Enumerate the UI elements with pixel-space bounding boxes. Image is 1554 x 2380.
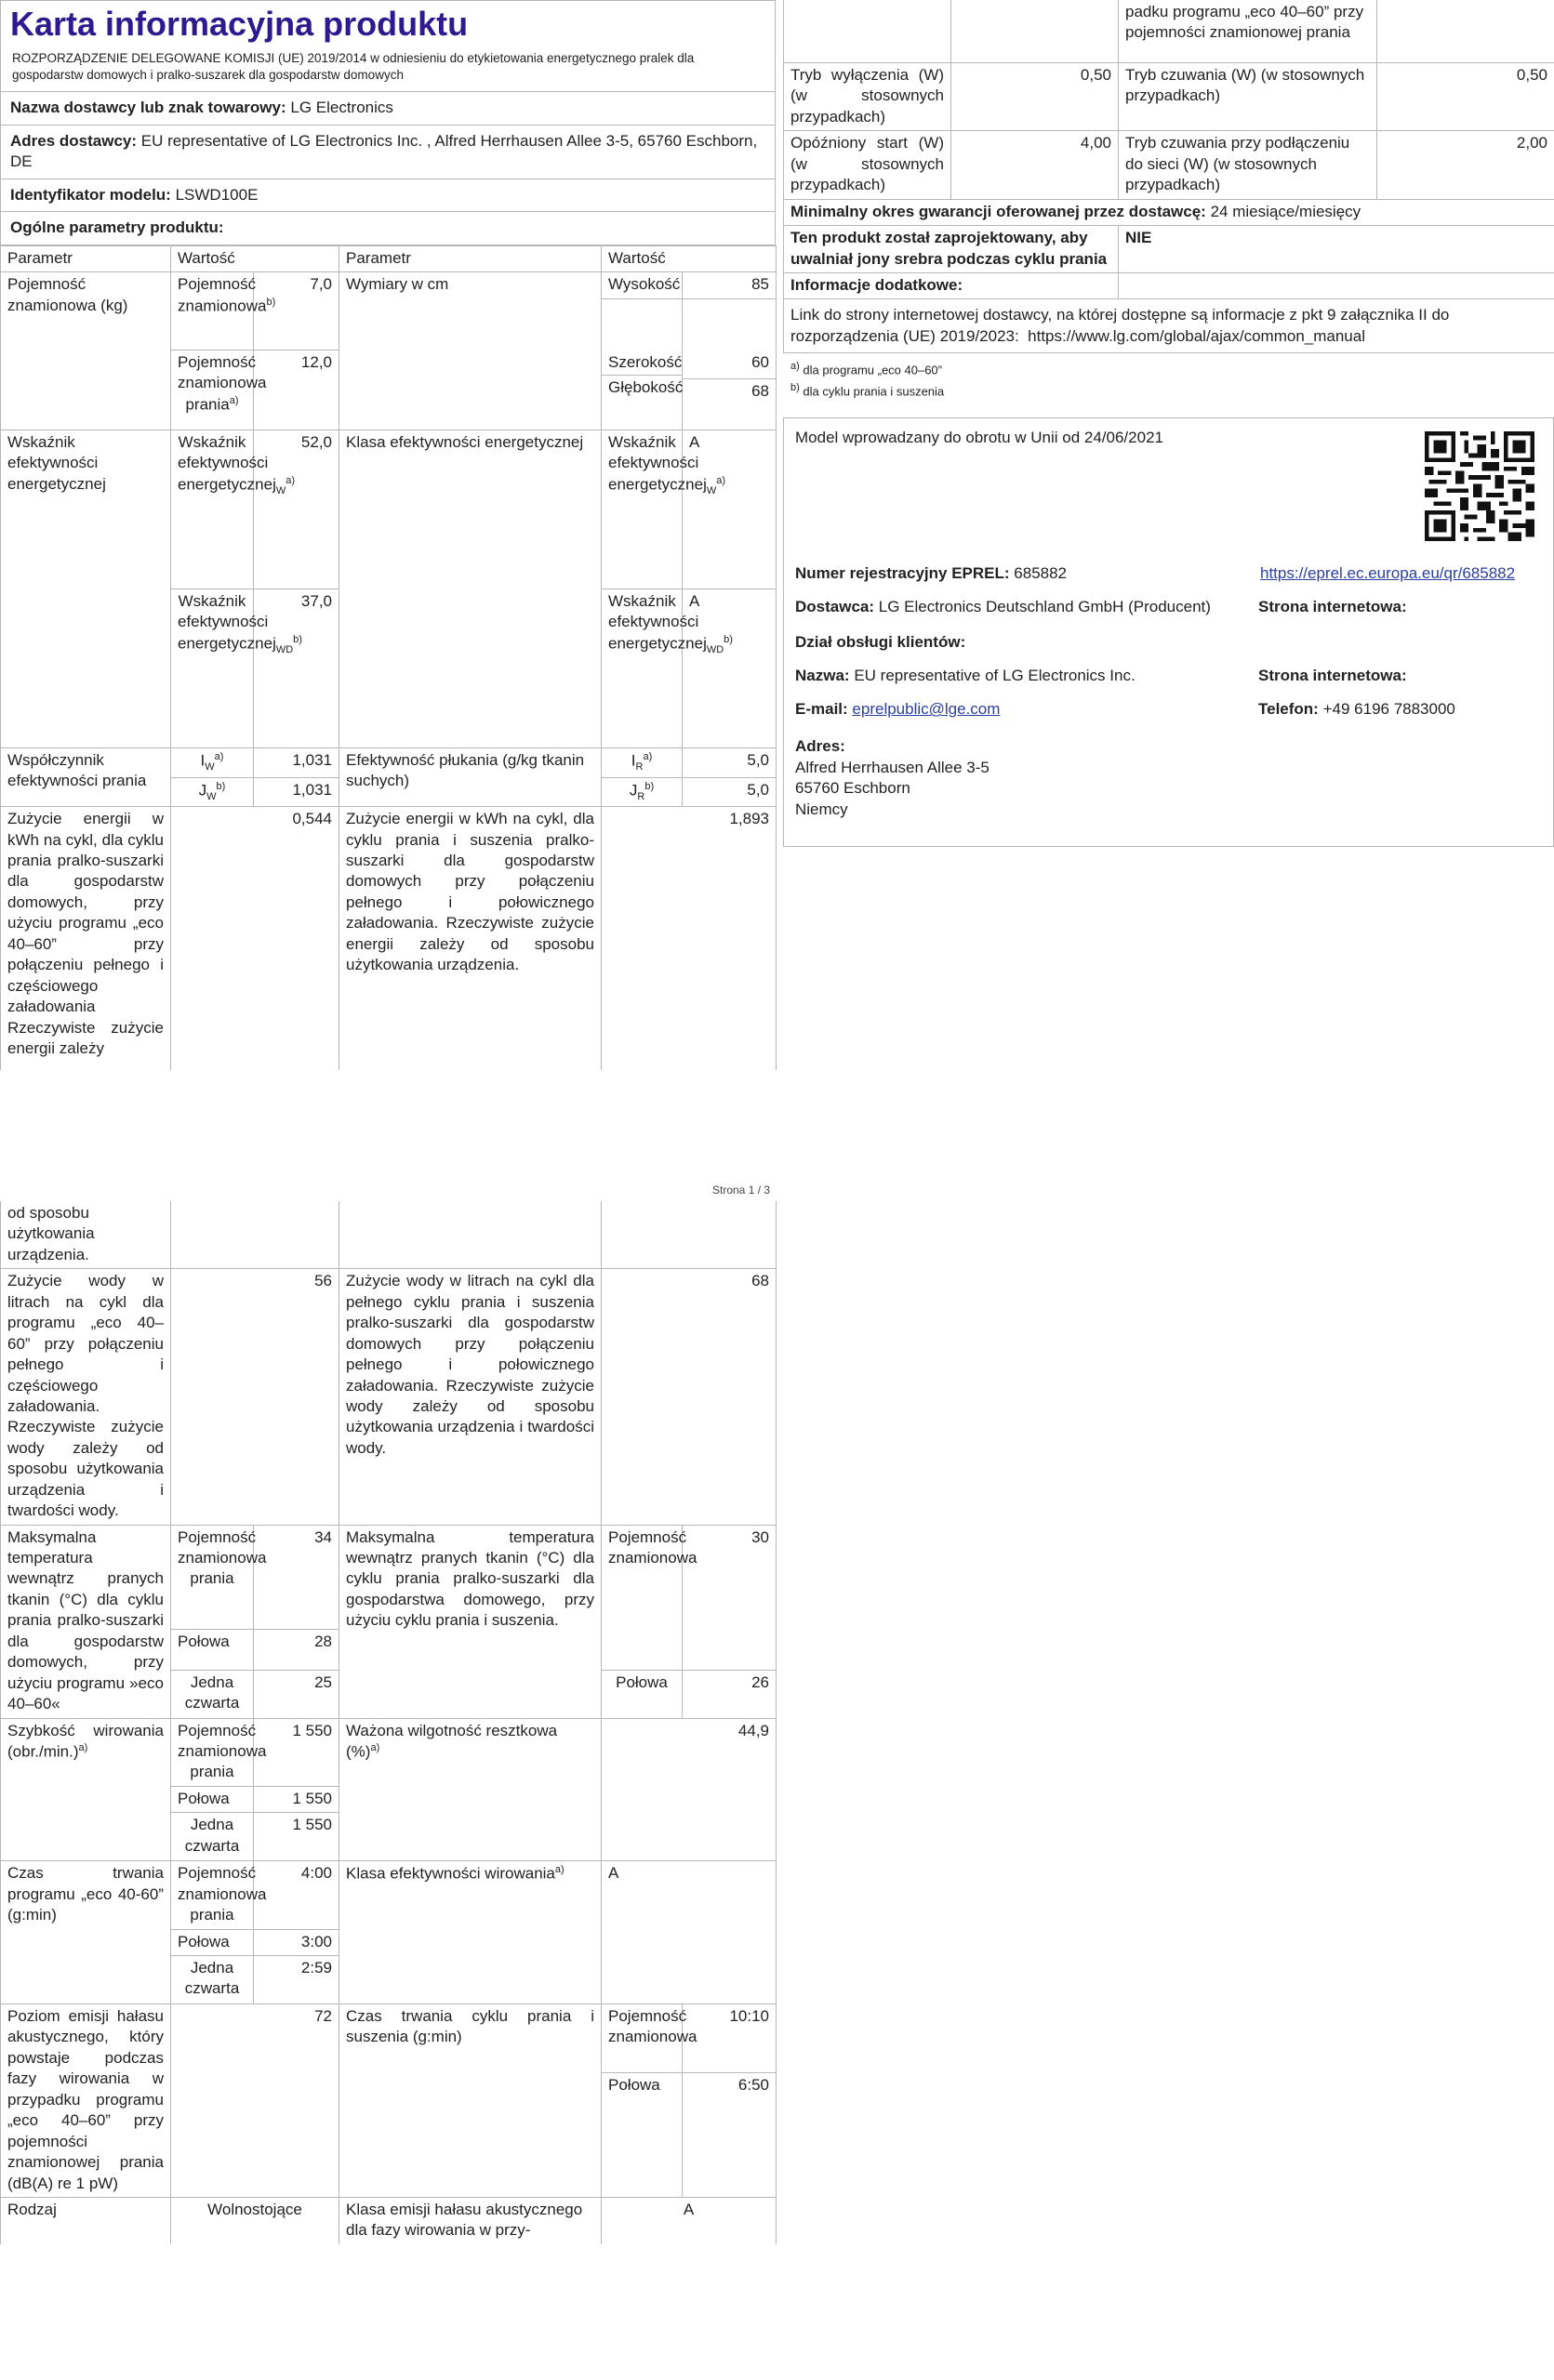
- table-row: Ten produkt został zaprojektowany, aby uwalniał jony srebra podczas cyklu prania NIE: [784, 226, 1554, 273]
- page-title: Karta informacyjna produktu: [10, 5, 469, 43]
- regulation-text: ROZPORZĄDZENIE DELEGOWANE KOMISJI (UE) 2019/2014 w odniesieniu do etykietowania energetycznego pralek dla gospodarstw domowych i pralko-suszarek dla gospodarstw domowych: [12, 51, 695, 83]
- table-row: $J_W^{b)}$ 1,031 $J_R^{b)}$ 5,0: [1, 777, 777, 807]
- table-row: Jedna czwarta 25 Połowa 26: [1, 1670, 777, 1718]
- market-date: Model wprowadzany do obrotu w Unii od 24/06/2021: [795, 429, 1163, 447]
- supplier-name-row: Nazwa dostawcy lub znak towarowy: LG Electronics: [0, 92, 776, 125]
- manual-link[interactable]: https://www.lg.com/global/ajax/common_manual: [1028, 326, 1365, 345]
- table-row: Pojemność znamionowa prania$^{a)}$ 12,0 Szerokość Głębokość 60 68: [1, 350, 777, 430]
- page-number: Strona 1 / 3: [712, 1183, 771, 1197]
- params-table: [0, 245, 777, 1071]
- table-row: Szybkość wirowania $(obr./\min.)^{a)}$ Pojemność znamionowa prania 1 550 Ważona wilgotność resztkowa (%)$^{a)}$ 44,9: [1, 1718, 777, 1786]
- table-row: Pojemność znamionowa (kg) Pojemność znamionowa$^{b)}$ 7,0 Wymiary w cm Wysokość 85: [1, 272, 777, 298]
- table-row: Zużycie wody w litrach na cykl dla programu „eco 40–60” przy połączeniu pełnego i częściowego załadowania. Rzeczywiste zużycie wody zależy od sposobu użytkowania urządzenia i twardości wody. 56 Zużycie wody w litrach na cykl dla pełnego cyklu prania i suszenia pralko-suszarki dla gospodarstw domowych przy połączeniu pełnego i połowicznego załadowania. Rzeczywiste zużycie wody zależy od sposobu użytkowania urządzenia i twardości wody. 68: [1, 1269, 777, 1525]
- service-email-row: E-mail: eprelpublic@lge.com Telefon: +49 6196 7883000: [795, 700, 1455, 719]
- eprel-row: Numer rejestracyjny EPREL: 685882 https://eprel.ec.europa.eu/qr/685882: [795, 563, 1553, 584]
- table-row: Połowa 1 550: [1, 1786, 777, 1812]
- table-row: Współczynnik efektywności prania $I_W^{a)}$ 1,031 Efektywność płukania (g/kg tkanin suchych) $I_R^{a)}$ 5,0: [1, 748, 777, 778]
- table-row: Jedna czwarta 1 550: [1, 1813, 777, 1861]
- table-row: Maksymalna temperatura wewnątrz pranych tkanin (°C) dla cyklu prania pralko-suszarki dla gospodarstw domowych, przy użyciu programu »eco 40–60« Pojemność znamionowa prania 34 Maksymalna temperatura wewnątrz pranych tkanin (°C) dla cyklu prania pralko-suszarki dla gospodarstwa domowego, przy użyciu cyklu prania i suszenia. Pojemność znamionowa 30: [1, 1525, 777, 1629]
- table-row: Rodzaj Wolnostojące Klasa emisji hałasu akustycznego dla fazy wirowania w przy- A: [1, 2197, 777, 2243]
- table-row: padku programu „eco 40–60” przy pojemności znamionowej prania: [784, 0, 1554, 63]
- customer-service-heading: Dział obsługi klientów:: [795, 633, 966, 652]
- eprel-link[interactable]: https://eprel.ec.europa.eu/qr/685882: [1260, 564, 1516, 583]
- general-params-row: Ogólne parametry produktu:: [0, 212, 776, 245]
- table-row: Poziom emisji hałasu akustycznego, który powstaje podczas fazy wirowania w przypadku programu „eco 40–60” przy pojemności znamionowej prania (dB(A) re 1 pW) 72 Czas trwania cyklu prania i suszenia (g:min) Pojemność znamionowa 10:10: [1, 2004, 777, 2073]
- table-row: Wskaźnik efektywności energetycznej Wskaźnik efektywności energetycznej$_W^{a)}$ 52,0 Klasa efektywności energetycznej Wskaźnik efektywności energetycznej$_W^{a)}$ A: [1, 430, 777, 589]
- table-header: Parametr Wartość Parametr Wartość: [1, 245, 777, 271]
- table-row: Zużycie energii w kWh na cykl, dla cyklu prania pralko-suszarki dla gospodarstw domowych, przy użyciu programu „eco 40–60” przy połączeniu pełnego i częściowego załadowania Rzeczywiste zużycie energii zależy 0,544 Zużycie energii w kWh na cykl, dla cyklu prania i suszenia pralko-suszarki dla gospodarstw domowych przy połączeniu pełnego i połowicznego załadowania. Rzeczywiste zużycie energii zależy od sposobu użytkowania urządzenia. 1,893: [1, 807, 777, 1071]
- table-row: Link do strony internetowej dostawcy, na której dostępne są informacje z pkt 9 załącznika II do rozporządzenia (UE) 2019/2023: https://www.lg.com/global/ajax/common_manual: [784, 299, 1554, 353]
- table-row: Jedna czwarta 2:59: [1, 1956, 777, 2004]
- table-row: Połowa 28: [1, 1629, 777, 1670]
- table-row: Połowa 3:00: [1, 1929, 777, 1955]
- right-column: [783, 0, 1554, 847]
- table-row: od sposobu użytkowania urządzenia.: [1, 1201, 777, 1269]
- table-row: Informacje dodatkowe:: [784, 272, 1554, 298]
- header-block: [0, 0, 776, 92]
- table-row: Połowa 6:50: [1, 2072, 777, 2197]
- table-row: Opóźniony start (W) (w stosownych przypadkach) 4,00 Tryb czuwania przy podłączeniu do sieci (W) (w stosownych przypadkach) 2,00: [784, 131, 1554, 199]
- model-id-row: Identyfikator modelu: LSWD100E: [0, 179, 776, 212]
- supplier-address-row: Adres dostawcy: EU representative of LG Electronics Inc. , Alfred Herrhausen Allee 3-5, 65760 Eschborn, DE: [0, 126, 776, 179]
- power-modes-table: [783, 0, 1554, 353]
- footnotes: $^{a)}$ dla programu „eco 40–60” $^{b)}$ dla cyklu prania i suszenia: [790, 361, 945, 399]
- params-table-continued: [0, 1201, 777, 2244]
- eprel-info-box: [783, 417, 1554, 847]
- supplier-row: Dostawca: LG Electronics Deutschland GmbH (Producent) Strona internetowa:: [795, 598, 1407, 616]
- service-name-row: Nazwa: EU representative of LG Electronics Inc. Strona internetowa:: [795, 667, 1407, 685]
- qr-code-icon[interactable]: [1425, 431, 1534, 541]
- table-row: Czas trwania programu „eco 40-60” (g:min) Pojemność znamionowa prania 4:00 Klasa efektywności wirowania$^{a)}$ A: [1, 1861, 777, 1929]
- table-row: Wskaźnik efektywności energetycznej$_{WD}^{b)}$ 37,0 Wskaźnik efektywności energetycznej$_{WD}^{b)}$ A: [1, 589, 777, 748]
- email-link[interactable]: eprelpublic@lge.com: [852, 700, 1001, 719]
- table-row: Tryb wyłączenia (W) (w stosownych przypadkach) 0,50 Tryb czuwania (W) (w stosownych przypadkach) 0,50: [784, 63, 1554, 131]
- table-row: Minimalny okres gwarancji oferowanej przez dostawcę: 24 miesiące/miesięcy: [784, 199, 1554, 225]
- product-sheet-page-2: [0, 1201, 776, 2244]
- product-sheet-page-1: [0, 0, 776, 1070]
- address-block: Adres: Alfred Herrhausen Allee 3-5 65760 Eschborn Niemcy: [795, 737, 990, 818]
